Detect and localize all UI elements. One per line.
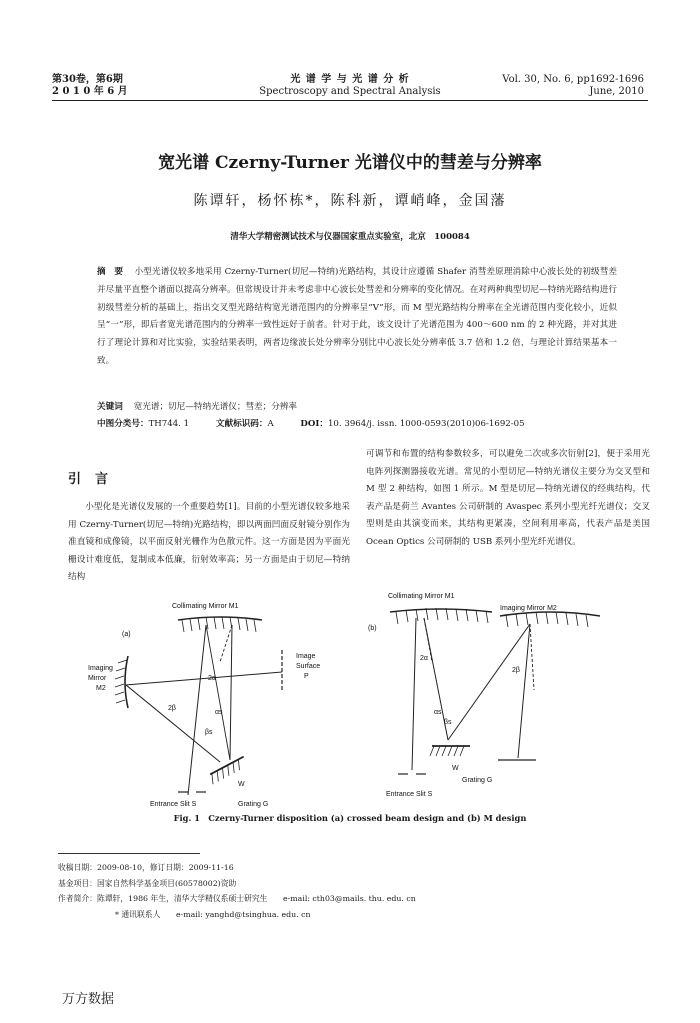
abstract bbox=[97, 264, 617, 371]
label-panel-b: (b) bbox=[368, 625, 377, 632]
footnote-rule bbox=[58, 853, 200, 854]
volume-line: 第30卷，第6期 bbox=[52, 74, 123, 85]
imaging-mirror-b bbox=[500, 612, 600, 616]
watermark: 万方数据 bbox=[62, 992, 115, 1007]
label-2beta-a: 2β bbox=[168, 705, 176, 712]
doc-code-label: 文献标识码： bbox=[215, 419, 268, 429]
label-alpha-s-b: αs bbox=[434, 709, 442, 716]
doc-code-value: A bbox=[267, 419, 274, 429]
panel-a bbox=[115, 617, 282, 795]
keywords-label: 关键词 bbox=[97, 402, 123, 412]
label-imaging-b: Imaging Mirror M2 bbox=[500, 605, 557, 612]
header-rule bbox=[52, 100, 648, 101]
keywords-text: 宽光谱；切尼—特纳光谱仪；彗差；分辨率 bbox=[133, 402, 298, 412]
label-collimating-a: Collimating Mirror M1 bbox=[172, 603, 239, 610]
label-p: P bbox=[304, 673, 309, 680]
label-m2: M2 bbox=[96, 685, 106, 692]
label-2beta-b: 2β bbox=[512, 667, 520, 674]
label-image-2: Surface bbox=[296, 663, 321, 670]
mirror-hatch-a bbox=[182, 617, 256, 632]
label-2alpha-b: 2α bbox=[420, 655, 428, 662]
grating-b bbox=[430, 746, 470, 756]
clc-label: 中图分类号： bbox=[97, 419, 149, 429]
label-image-1: Image bbox=[296, 653, 316, 660]
intro-paragraph-left: 小型化是光谱仪发展的一个重要趋势[1]。目前的小型光谱仪较多地采用 Czerny-Turner(切尼—特纳)光路结构，即以两面凹面反射镜分别作为准直镜和成像镜，以平面反射光栅作为色散元件。这一方面是因为平面光栅设计难度低，复制成本低廉，衍射效率高；另一方面是由于切尼—特纳结构 bbox=[68, 502, 350, 582]
footnotes bbox=[58, 860, 658, 922]
label-panel-a: (a) bbox=[122, 631, 131, 638]
label-imaging-2: Mirror bbox=[88, 675, 107, 682]
intro-paragraph-right: 可调节和布置的结构参数较多，可以避免二次或多次衍射[2]，便于采用光电阵列探测器接收光谱。常见的小型切尼—特纳光谱仪主要分为交叉型和 M 型 2 种结构，如图 1 所示。M 型是切尼—特纳光谱仪的经典结构，代表产品是荷兰 Avantes 公司研制的 Avaspec 系列小型光纤光谱仪；交叉型则是由其演变而来，其结构更紧凑，空间利用率高，代表产品是美国 Ocean Optics 公司研制的 USB 系列小型光纤光谱仪。 bbox=[366, 449, 650, 547]
label-alpha-s-a: αs bbox=[215, 709, 223, 716]
footnote-author: 作者简介：陈谭轩，1986 年生，清华大学精仪系硕士研究生 e-mail: cth03@mails. thu. edu. cn bbox=[58, 894, 416, 903]
label-beta-s-b: βs bbox=[444, 719, 452, 726]
footnote-fund: 基金项目：国家自然科学基金项目(60578002)资助 bbox=[58, 878, 237, 888]
label-entrance-b: Entrance Slit S bbox=[386, 791, 433, 798]
panel-b bbox=[390, 608, 600, 774]
label-w-b: W bbox=[452, 765, 459, 772]
doi-value: 10. 3964/j. issn. 1000-0593(2010)06-1692-05 bbox=[327, 419, 525, 429]
abstract-label: 摘 要 bbox=[97, 267, 124, 277]
journal-name-en: Spectroscopy and Spectral Analysis bbox=[259, 86, 441, 97]
label-entrance-a: Entrance Slit S bbox=[150, 801, 197, 808]
doi-label: DOI： bbox=[300, 419, 328, 429]
label-2alpha-a: 2α bbox=[208, 675, 216, 682]
label-w-a: W bbox=[238, 781, 245, 788]
collimating-mirror-b bbox=[390, 609, 492, 612]
section-heading: 引言 bbox=[68, 472, 123, 487]
abstract-text: 小型光谱仪较多地采用 Czerny-Turner(切尼—特纳)光路结构，其设计应遵循 Shafer 消彗差原理消除中心波长处的初级彗差并尽量平直整个谱面以提高分辨率。但常规设计并未考虑非中心波长处彗差和分辨率的变化情况。在对两种典型切尼—特纳光路结构进行初级彗差分析的基础上，指出交叉型光路结构宽光谱范围内的分辨率呈“V”形，而 M 型光路结构分辨率在全光谱范围内变化较小，近似呈“一”形，即后者宽光谱范围内的分辨率一致性远好于前者。针对于此，该文设计了光谱范围为 400～600 nm 的 2 种光路，并对其进行了理论计算和对比实验，实验结果表明，两者边缘波长处分辨率分别比中心波长处分辨率低 3.7 倍和 1.2 倍，与理论计算结果基本一致。 bbox=[97, 267, 618, 366]
collimating-mirror-a bbox=[178, 617, 262, 620]
figure-caption: Fig. 1 Czerny-Turner disposition (a) crossed beam design and (b) M design bbox=[173, 813, 527, 823]
label-grating-a: Grating G bbox=[238, 801, 269, 808]
keywords bbox=[97, 399, 297, 415]
imaging-mirror-a bbox=[125, 656, 128, 708]
clc-value: TH744. 1 bbox=[148, 419, 190, 429]
label-grating-b: Grating G bbox=[462, 777, 493, 784]
paper-title: 宽光谱 Czerny-Turner 光谱仪中的彗差与分辨率 bbox=[158, 153, 542, 173]
journal-name-cn: 光 谱 学 与 光 谱 分 析 bbox=[290, 74, 410, 85]
affiliation: 清华大学精密测试技术与仪器国家重点实验室，北京 100084 bbox=[230, 232, 470, 242]
label-imaging-1: Imaging bbox=[88, 665, 113, 672]
month-line: June, 2010 bbox=[589, 86, 644, 97]
vol-pages-line: Vol. 30, No. 6, pp1692-1696 bbox=[502, 74, 644, 85]
author-list: 陈谭轩，杨怀栋*，陈科新，谭峭峰，金国藩 bbox=[193, 193, 507, 209]
footnote-corresponding: * 通讯联系人 e-mail: yanghd@tsinghua. edu. cn bbox=[115, 909, 311, 919]
journal-pages bbox=[502, 74, 644, 98]
classification bbox=[97, 416, 549, 432]
label-beta-s-a: βs bbox=[205, 729, 213, 736]
date-line: 2 0 1 0 年 6 月 bbox=[52, 86, 128, 97]
footnote-received: 收稿日期：2009-08-10，修订日期：2009-11-16 bbox=[58, 863, 234, 872]
figure-1 bbox=[60, 590, 640, 812]
label-collimating-b: Collimating Mirror M1 bbox=[388, 593, 455, 600]
